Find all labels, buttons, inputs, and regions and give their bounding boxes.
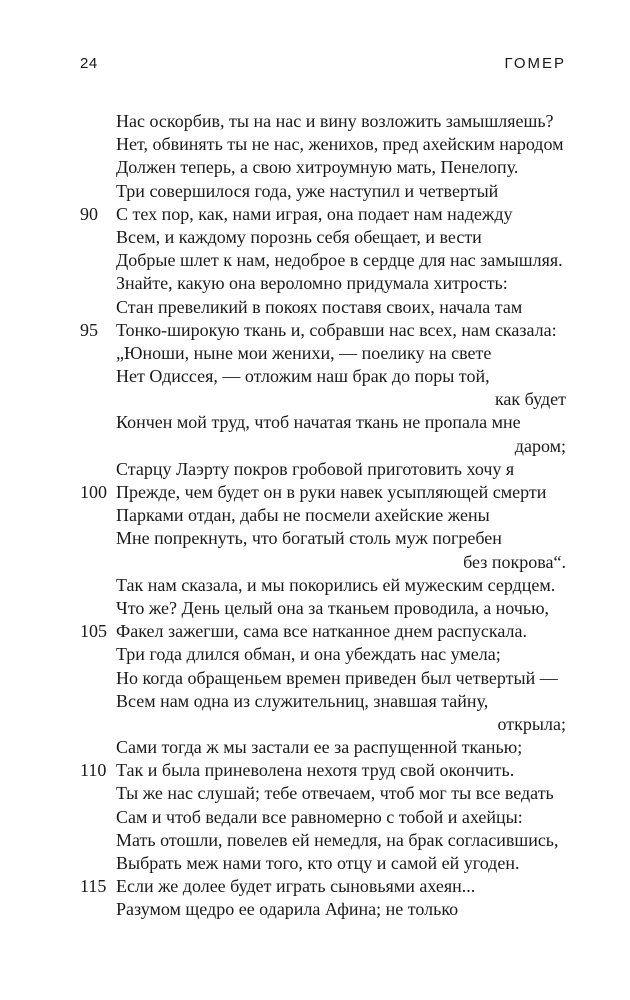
verse-line [0,481,630,504]
verse-text: Знайте, какую она вероломно придумала хитрость: [116,273,508,294]
line-number: 105 [80,621,107,642]
verse-line [0,806,630,829]
verse-text: открыла; [497,713,566,734]
verse-text: Кончен мой труд, чтоб начатая ткань не пропала мне [116,412,521,433]
verse-text: Нет Одиссея, — отложим наш брак до поры той, [116,366,490,387]
page-number: 24 [80,55,98,72]
verse-text: Мать отошли, повелев ей немедля, на брак согласившись, [116,829,559,850]
verse-text: как будет [494,389,566,410]
line-number: 110 [80,760,107,781]
verse-line [0,411,630,434]
verse-line [0,249,630,272]
verse-text: „Юноши, ныне мои женихи, — поелику на свете [116,342,492,363]
verse-line [0,898,630,921]
verse-text: Прежде, чем будет он в руки навек усыпляющей смерти [116,482,547,502]
verse-continuation [0,435,630,458]
verse-text: Так нам сказала, и мы покорились ей мужеским сердцем. [116,574,556,595]
verse-line [0,110,630,133]
verse-text: Три года длился обман, и она убеждать нас умела; [116,644,501,665]
verse-text: Если же долее будет играть сыновьями ахеян... [116,876,476,897]
verse-line [0,272,630,295]
verse-text: Стан превеликий в покоях поставя своих, начала там [116,296,523,317]
line-number: 115 [80,876,107,897]
line-number: 100 [80,482,107,502]
verse-text: Нас оскорбив, ты на нас и вину возложить замышляешь? [116,111,554,131]
verse-line [0,133,630,156]
verse-line [0,643,630,666]
verse-text: Добрые шлет к нам, недоброе в сердце для нас замышляя. [116,250,563,271]
verse-line [0,574,630,597]
verse-line [0,180,630,203]
verse-line [0,667,630,690]
verse-text: Три совершилося года, уже наступил и четвертый [116,180,499,201]
verse-line [0,365,630,388]
verse-line [0,620,630,643]
verse-line [0,736,630,759]
verse-continuation [0,713,630,736]
verse-line [0,852,630,875]
line-number: 95 [80,319,98,340]
verse-text: Что же? День целый она за тканьем проводила, а ночью, [116,597,550,618]
verse-line [0,690,630,713]
verse-line [0,504,630,527]
verse-text: Тонко-широкую ткань и, собравши нас всех, нам сказала: [116,319,557,340]
verse-text: даром; [514,435,566,456]
verse-line [0,342,630,365]
verse-line [0,597,630,620]
verse-line [0,759,630,782]
verse-text: без покрова“. [463,551,566,572]
verse-line [0,156,630,179]
verse-line [0,527,630,550]
verse-text: Должен теперь, а свою хитроумную мать, Пенелопу. [116,157,519,178]
running-head: ГОМЕР [504,55,566,72]
verse-line [0,203,630,226]
verse-line [0,829,630,852]
verse-text: Ты же нас слушай; тебе отвечаем, чтоб мог ты все ведать [116,783,554,804]
verse-line [0,226,630,249]
verse-text: Нет, обвинять ты не нас, женихов, пред ахейским народом [116,134,564,155]
verse-line [0,319,630,342]
verse-text: С тех пор, как, нами играя, она подает нам надежду [116,203,513,224]
verse-text: Сам и чтоб ведали все равномерно с тобой и ахейцы: [116,806,523,827]
verse-text: Мне попрекнуть, что богатый столь муж погребен [116,528,502,549]
verse-line [0,296,630,319]
verse-text: Старцу Лаэрту покров гробовой приготовить хочу я [116,458,515,479]
line-number: 90 [80,203,98,224]
verse-text: Разумом щедро ее одарила Афина; не только [116,899,459,920]
verse-text: Сами тогда ж мы застали ее за распущенной тканью; [116,737,523,758]
verse-text: Всем, и каждому порознь себя обещает, и вести [116,226,482,247]
verse-text: Но когда обращеньем времен приведен был четвертый — [116,667,558,688]
verse-line [0,782,630,805]
verse-text: Так и была приневолена нехотя труд свой окончить. [116,760,515,781]
verse-continuation [0,388,630,411]
verse-text: Выбрать меж нами того, кто отцу и самой ей угоден. [116,853,520,873]
verse-continuation [0,551,630,574]
verse-line [0,458,630,481]
verse-text: Всем нам одна из служительниц, знавшая тайну, [116,690,489,711]
verse-text: Парками отдан, дабы не посмели ахейские жены [116,505,490,526]
poem-text [0,110,630,922]
verse-text: Факел зажегши, сама все натканное днем распускала. [116,621,528,642]
verse-line [0,875,630,898]
